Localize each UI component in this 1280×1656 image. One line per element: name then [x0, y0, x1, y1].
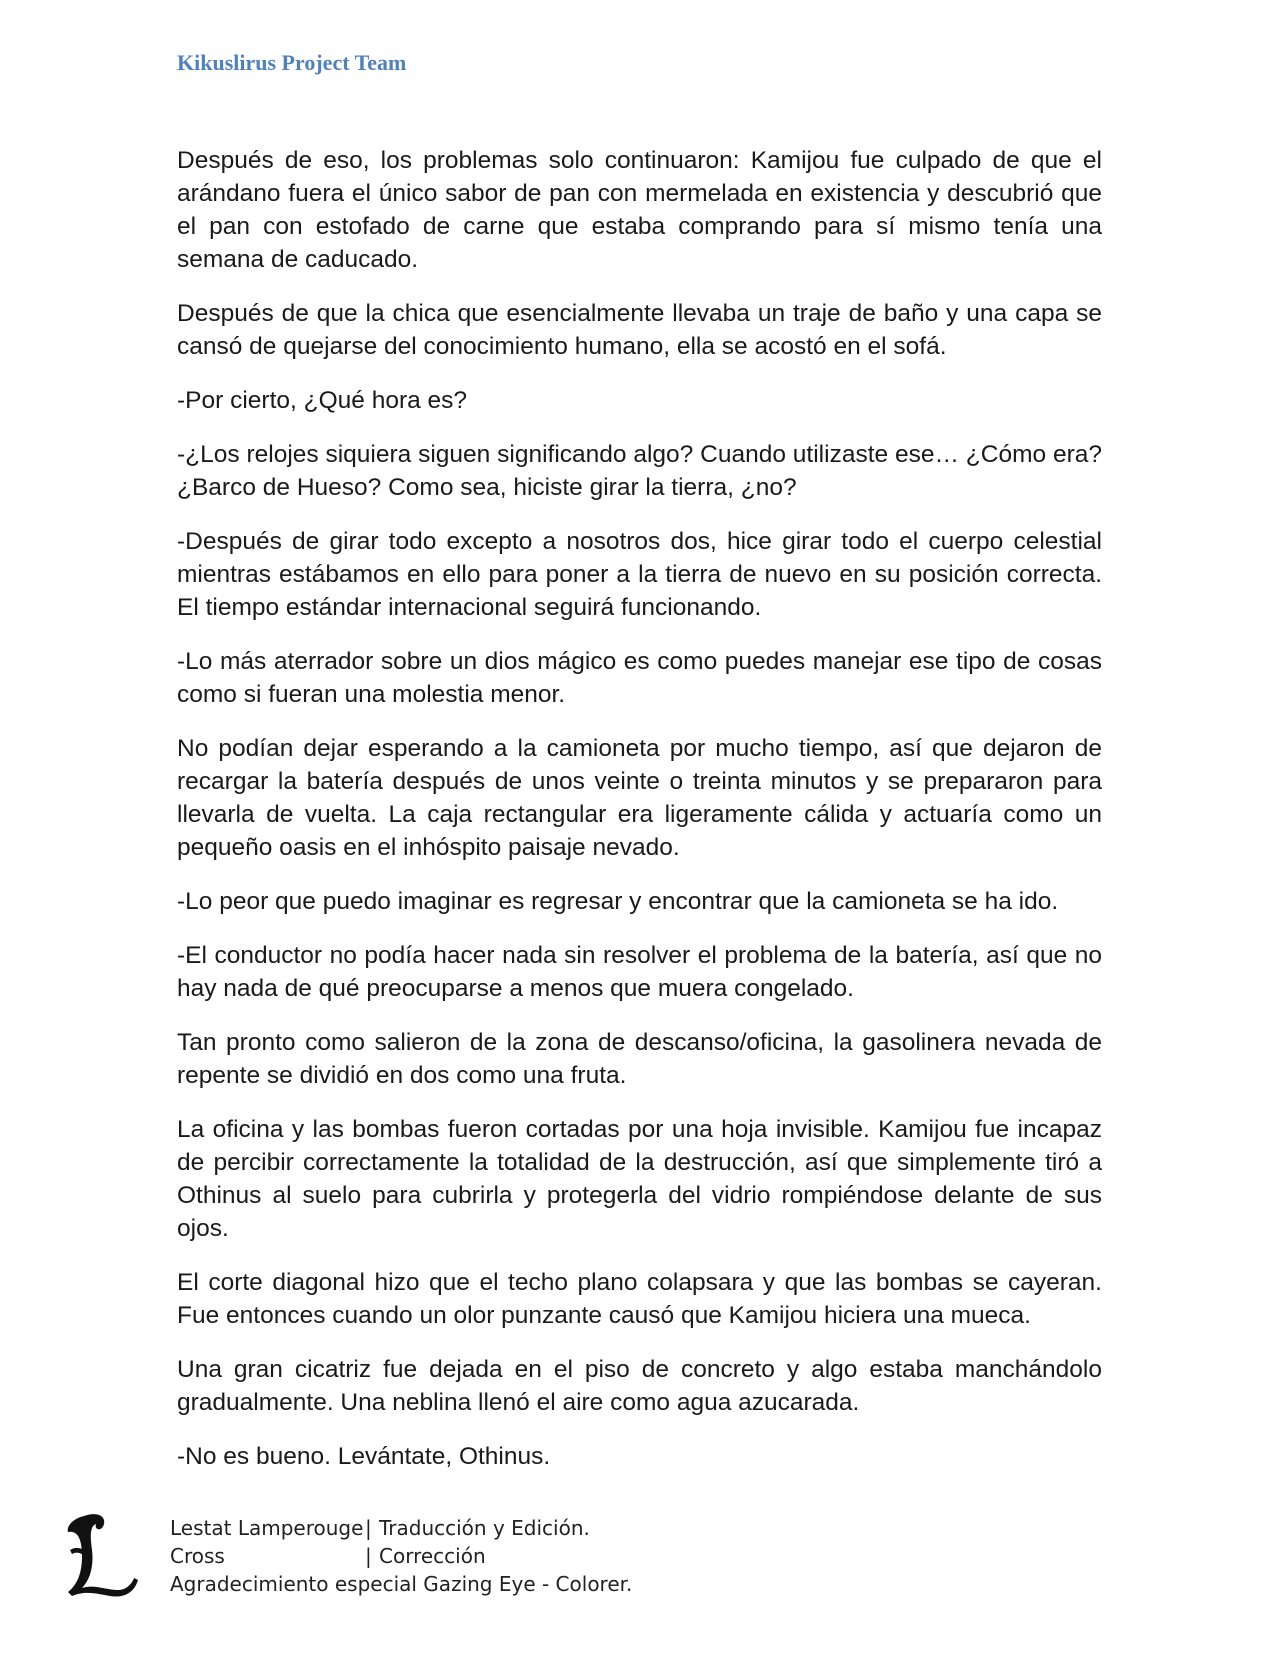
paragraph: -Después de girar todo excepto a nosotros dos, hice girar todo el cuerpo celestial mientras estábamos en ello para poner a la tierra de nuevo en su posición correcta. El tiempo estándar internacional seguirá funcionando. — [177, 528, 1102, 621]
credit-separator: | — [365, 1516, 372, 1540]
paragraph: -Lo peor que puedo imaginar es regresar y encontrar que la camioneta se ha ido. — [177, 888, 1059, 915]
paragraph: Una gran cicatriz fue dejada en el piso de concreto y algo estaba manchándolo gradualmente. Una neblina llenó el aire como agua azucarada. — [177, 1356, 1102, 1416]
paragraph: Después de que la chica que esencialmente llevaba un traje de baño y una capa se cansó de quejarse del conocimiento humano, ella se acostó en el sofá. — [177, 300, 1102, 360]
acknowledgement: Agradecimiento especial Gazing Eye - Colorer. — [170, 1572, 633, 1596]
paragraph: La oficina y las bombas fueron cortadas por una hoja invisible. Kamijou fue incapaz de percibir correctamente la totalidad de la destrucción, así que simplemente tiró a Othinus al suelo para cubrirla y protegerla del vidrio rompiéndose delante de sus ojos. — [177, 1116, 1102, 1242]
paragraph: -¿Los relojes siquiera siguen significando algo? Cuando utilizaste ese… ¿Cómo era? ¿Barco de Hueso? Como sea, hiciste girar la tierra, ¿no? — [177, 441, 1102, 501]
paragraph: -Lo más aterrador sobre un dios mágico es como puedes manejar ese tipo de cosas como si fueran una molestia menor. — [177, 648, 1102, 708]
credit-name: Cross — [170, 1544, 225, 1568]
credit-name: Lestat Lamperouge — [170, 1516, 364, 1540]
credit-row — [170, 1514, 632, 1542]
paragraph: Después de eso, los problemas solo continuaron: Kamijou fue culpado de que el arándano fuera el único sabor de pan con mermelada en existencia y descubrió que el pan con estofado de carne que estaba comprando para sí mismo tenía una semana de caducado. — [177, 147, 1102, 273]
paragraph: -El conductor no podía hacer nada sin resolver el problema de la batería, así que no hay nada de qué preocuparse a menos que muera congelado. — [177, 942, 1102, 1002]
header-title: Kikuslirus Project Team — [177, 50, 407, 75]
credit-row — [170, 1542, 632, 1570]
gothic-letter-l-logo-icon — [60, 1510, 140, 1600]
paragraph: -No es bueno. Levántate, Othinus. — [177, 1443, 551, 1470]
paragraph: Tan pronto como salieron de la zona de descanso/oficina, la gasolinera nevada de repente se dividió en dos como una fruta. — [177, 1029, 1102, 1089]
credit-role: Corrección — [379, 1544, 486, 1568]
paragraph: El corte diagonal hizo que el techo plano colapsara y que las bombas se cayeran. Fue entonces cuando un olor punzante causó que Kamijou hiciera una mueca. — [177, 1269, 1102, 1329]
page-footer — [60, 1510, 1160, 1620]
credits-block — [170, 1514, 632, 1598]
credit-role: Traducción y Edición. — [379, 1516, 590, 1540]
paragraph: -Por cierto, ¿Qué hora es? — [177, 387, 468, 414]
credit-separator: | — [365, 1544, 372, 1568]
paragraph: No podían dejar esperando a la camioneta por mucho tiempo, así que dejaron de recargar la batería después de unos veinte o treinta minutos y se prepararon para llevarla de vuelta. La caja rectangular era ligeramente cálida y actuaría como un pequeño oasis en el inhóspito paisaje nevado. — [177, 735, 1102, 861]
body-text — [177, 144, 1102, 1494]
